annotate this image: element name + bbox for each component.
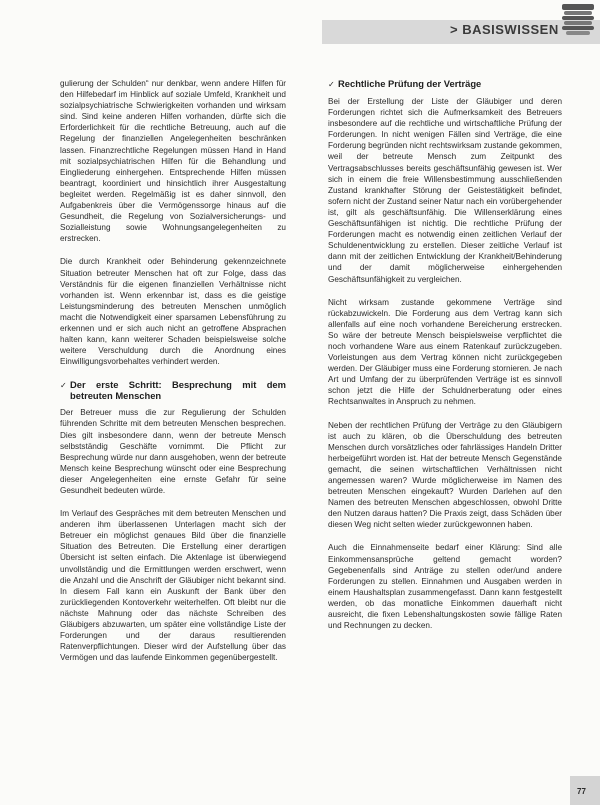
- section-heading-vertraege: [328, 78, 562, 90]
- right-paragraph-1: Bei der Erstellung der Liste der Gläubiger und deren Forderungen richtet sich die Aufmerksamkeit des Betreuers insbesondere auf die rechtliche und wirtschaftliche Prüfung der Forderungen. In nicht wenigen Fällen sind Verträge, die eine Forderung begründen nicht rechtswirksam zustande gekommen, weil der betreute Mensch zum Zeitpunkt des Vertragsabschlusses bereits geschäftsunfähig gewesen ist. Wer sich in einem die freie Willensbestimmung ausschließenden Zustand krankhafter Störung der Geistestätigkeit befindet, sofern nicht der Zustand seiner Natur nach ein vorübergehender ist, gilt als geschäftsunfähig. Die Willenserklärung eines Geschäftsunfähigen ist nichtig. Die rechtliche Prüfung der Forderungen macht es notwendig einen zeitlichen Verlauf der Schuldenentwicklung zu erstellen. Dieser zeitliche Verlauf ist dann mit der zeitlichen Entwicklung der Krankheit/Behinderung und der damit möglicherweise einhergehenden Geschäftsunfähigkeit zu vergleichen.: [328, 97, 562, 284]
- heading-marker-icon: ✓: [60, 381, 67, 391]
- right-paragraph-4: Auch die Einnahmenseite bedarf einer Klärung: Sind alle Einkommensansprüche geltend gemacht worden? Gegebenenfalls sind Anträge zu stellen oder/und andere Forderungen zu stellen. Einnahmen und Ausgaben werden in einem Haushaltsplan zusammengefasst. Dann kann festgestellt werden, ob das monatliche Einkommen dauerhaft nicht ausreicht, die fixen Lebenshaltungskosten sowie fällige Raten und Rechnungen zu decken.: [328, 543, 562, 631]
- left-paragraph-1: gulierung der Schulden“ nur denkbar, wenn andere Hilfen für den Hilfebedarf im Hinblick auf soziale Umfeld, Krankheit und sozialpsychiatrische Schwierigkeiten vorhanden und wirksam sind. Sind keine anderen Hilfen vorhanden, dürfte sich die Erforderlichkeit für die rechtliche Betreuung, auch auf die Regelung der finanziellen Angelegenheiten beschränken lassen. Finanzrechtliche Regelungen müssen Hand in Hand mit sozialpsychiatrischen Hilfen für die Behandlung und Eingliederung einhergehen. Entsprechende Hilfen müssen beantragt, koordiniert und hinsichtlich ihrer Ausgestaltung begleitet werden. Regelmäßig ist es daher sinnvoll, den Aufgabenkreis über die Vermögenssorge hinaus auf die Gesundheit, die Regelung von Sozialversicherungs- und Sozialleistung sowie Wohnungsangelegenheiten zu erstrecken.: [60, 79, 286, 244]
- page-number: 77: [577, 787, 586, 796]
- heading-marker-icon: ✓: [328, 80, 335, 89]
- left-paragraph-2: Die durch Krankheit oder Behinderung gekennzeichnete Situation betreuter Menschen hat oft zur Folge, dass das Verständnis für die eigenen finanziellen Verhältnisse nicht vorhanden ist. Wenn erkennbar ist, dass es die geistige Leistungsminderung des betreuten Menschen unmöglich macht die Notwendigkeit einer sparsamen Lebensführung zu erkennen und er sich auch nicht an getroffene Absprachen halten kann, kann weiterer Schaden beispielsweise solche weitere Verschuldung durch die Anordnung eines Einwilligungsvorbehaltes verhindert werden.: [60, 257, 286, 367]
- heading-text: Der erste Schritt: Besprechung mit dem betreuten Menschen: [70, 379, 286, 402]
- section-heading-besprechung: [60, 379, 286, 401]
- left-paragraph-3: Der Betreuer muss die zur Regulierung der Schulden führenden Schritte mit dem betreuten Menschen besprechen. Dies gilt insbesondere dann, wenn der betreute Mensch selbstständig Geschäfte vornimmt. Die Pflicht zur Besprechung würde nur dann ausgehoben, wenn der betreute Mensch keine Besprechung wünscht oder eine Besprechung dieser Angelegenheiten eine ernste Gefahr für seine Gesundheit bedeuten würde.: [60, 408, 286, 495]
- right-paragraph-2: Nicht wirksam zustande gekommene Verträge sind rückabzuwickeln. Die Forderung aus dem Vertrag kann sich allenfalls auf eine noch vorhandene Bereicherung erstrecken. So wäre der betreute Mensch beispielsweise verpflichtet die noch vorhandene Ware aus einem Ratenkauf zurückzugeben. Vorleistungen aus dem Vertrag können nicht zurückgegeben werden. Der Gläubiger muss eine Forderung stornieren. Je nach Art und Umfang der zu überprüfenden Verträge ist es sinnvoll schon jetzt die Hilfe der Schuldnerberatung oder eines Rechtsanwaltes in Anspruch zu nehmen.: [328, 297, 562, 407]
- right-column: [328, 78, 562, 643]
- left-paragraph-4: Im Verlauf des Gespräches mit dem betreuten Menschen und anderen ihm überlassenen Unterlagen macht sich der Betreuer ein möglichst genaues Bild über die finanzielle Situation des Betreuten. Die Erstellung einer derartigen Übersicht ist selten einfach. Die Aktenlage ist überwiegend unvollständig und die Ermittlungen werden erschwert, wenn die Anzahl und die Anschrift der Gläubiger nicht bekannt sind. In diesem Fall kann ein Auskunft der Bank über den zurückliegenden Kontoverkehr weiterhelfen. Oft bleibt nur die nächste Mahnung oder das nächste Schreiben des Gläubigers abzuwarten, um später eine vollständige Liste der Forderungen und der daraus resultierenden Ratenverpflichtungen. Dieser wird der Aufstellung über das Vermögen und das laufende Einkommen gegenübergestellt.: [60, 509, 286, 663]
- heading-text: Rechtliche Prüfung der Verträge: [338, 78, 482, 89]
- section-label: > BASISWISSEN: [450, 22, 559, 37]
- left-column: [60, 78, 286, 675]
- logo-icon: [560, 2, 596, 40]
- right-paragraph-3: Neben der rechtlichen Prüfung der Verträge zu den Gläubigern ist auch zu klären, ob die Überschuldung des betreuten Menschen durch vorsätzliches oder fahrlässiges Handeln Dritter herbeigeführt worden ist. Hat der betreute Mensch Gegenstände gemacht, die seinen wirtschaftlichen Verhältnissen nicht angemessen waren? Wurde möglicherweise im Namen des betreuten Menschen eingekauft? Wurden Darlehen auf den Namen des betreuten Menschen abgeschlossen, obwohl Dritte den Nutzen daraus hatten? Die Praxis zeigt, dass Schäden über diesen Weg nicht selten wieder zurückgewonnen haben.: [328, 420, 562, 530]
